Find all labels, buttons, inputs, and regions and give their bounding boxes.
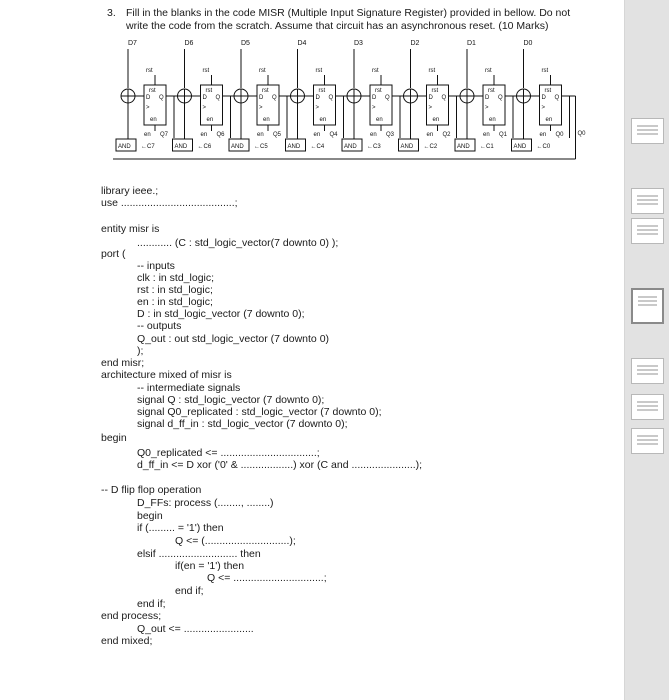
ff-rst-pin-7: rst (544, 88, 552, 94)
code-line: signal Q0_replicated : std_logic_vector (7 downto 0); (137, 406, 382, 418)
code-line: architecture mixed of misr is (101, 369, 232, 381)
misr-circuit-diagram (0, 35, 624, 185)
code-line: signal d_ff_in : std_logic_vector (7 downto 0); (137, 418, 348, 430)
page-thumbnail[interactable] (631, 218, 664, 244)
code-line: D_FFs: process (........, ........) (137, 497, 274, 509)
c-label-1: ←C6 (197, 144, 212, 150)
ff-rst-pin-6: rst (488, 88, 495, 94)
en-label-2: en (257, 132, 264, 138)
code-line: end mixed; (101, 635, 153, 647)
and-gate-label-4: AND (344, 144, 357, 150)
code-line: end if; (137, 598, 166, 610)
code-line: d_ff_in <= D xor ('0' & ..................) xor (C and ......................); (137, 459, 423, 471)
rst-label-1: rst (202, 68, 210, 74)
code-line: entity misr is (101, 223, 160, 235)
code-line: end process; (101, 610, 162, 622)
ff-q-pin-7: Q (554, 95, 560, 101)
code-line: ); (137, 345, 144, 357)
input-label-5: D2 (410, 40, 420, 47)
ff-clk-pin-5: > (428, 105, 433, 111)
en-label-3: en (313, 132, 321, 138)
c-label-6: ←C1 (480, 144, 494, 150)
page-thumbnail-sidebar (625, 0, 669, 700)
ff-clk-pin-1: > (202, 105, 207, 111)
ff-en-pin-3: en (319, 117, 327, 123)
rst-label-4: rst (372, 68, 379, 74)
page-thumbnail[interactable] (631, 188, 664, 214)
q-tap-label-2: Q5 (273, 132, 282, 138)
code-line: signal Q : std_logic_vector (7 downto 0); (137, 394, 325, 406)
ff-d-pin-6: D (485, 95, 490, 101)
ff-en-pin-6: en (489, 117, 496, 123)
en-label-1: en (200, 132, 208, 138)
and-gate-label-7: AND (513, 144, 527, 150)
code-line: rst : in std_logic; (137, 284, 213, 296)
ff-en-pin-5: en (432, 117, 440, 123)
c-label-4: ←C3 (367, 144, 381, 150)
ff-clk-pin-6: > (485, 105, 489, 111)
ff-d-pin-3: D (315, 95, 320, 101)
page-thumbnail[interactable] (631, 428, 664, 454)
rst-label-5: rst (428, 68, 436, 74)
q-tap-label-3: Q4 (329, 132, 338, 138)
code-line: if(en = '1') then (175, 560, 245, 572)
q-tap-label-6: Q1 (499, 132, 508, 138)
ff-rst-pin-2: rst (262, 88, 269, 94)
rst-label-2: rst (259, 68, 266, 74)
output-label: Q0 (577, 131, 586, 137)
en-label-0: en (144, 132, 151, 138)
code-line: -- outputs (137, 320, 182, 332)
rst-label-0: rst (146, 68, 153, 74)
code-line: library ieee.; (101, 185, 159, 197)
and-gate-label-6: AND (457, 144, 470, 150)
and-gate-label-1: AND (174, 144, 188, 150)
c-label-2: ←C5 (254, 144, 268, 150)
ff-q-pin-5: Q (441, 95, 447, 101)
q-tap-label-1: Q6 (216, 132, 225, 138)
code-line: D : in std_logic_vector (7 downto 0); (137, 308, 305, 320)
code-line: Q_out <= ........................ (137, 623, 254, 635)
input-label-3: D4 (297, 40, 307, 47)
page-thumbnail[interactable] (631, 394, 664, 420)
ff-q-pin-6: Q (498, 95, 503, 101)
code-line: Q_out : out std_logic_vector (7 downto 0) (137, 333, 330, 345)
code-line: -- intermediate signals (137, 382, 241, 394)
page-thumbnail-current[interactable] (631, 288, 664, 324)
code-line: begin (101, 432, 127, 444)
ff-d-pin-5: D (428, 95, 433, 101)
and-gate-label-2: AND (231, 144, 244, 150)
input-label-2: D5 (241, 40, 250, 47)
code-line: if (......... = '1') then (137, 522, 224, 534)
rst-label-6: rst (485, 68, 492, 74)
ff-d-pin-7: D (541, 95, 546, 101)
code-line: -- inputs (137, 260, 175, 272)
code-line: end misr; (101, 357, 145, 369)
q-tap-label-4: Q3 (386, 132, 395, 138)
code-line: ............ (C : std_logic_vector(7 downto 0) ); (137, 237, 339, 249)
input-label-4: D3 (354, 40, 363, 47)
c-label-7: ←C0 (536, 144, 551, 150)
ff-q-pin-0: Q (159, 95, 164, 101)
and-gate-label-0: AND (118, 144, 131, 150)
input-label-7: D0 (523, 40, 533, 47)
ff-clk-pin-2: > (259, 105, 263, 111)
q-tap-label-5: Q2 (442, 132, 451, 138)
code-line: en : in std_logic; (137, 296, 213, 308)
ff-rst-pin-5: rst (431, 88, 439, 94)
ff-q-pin-2: Q (272, 95, 277, 101)
and-gate-label-5: AND (400, 144, 414, 150)
code-line: port ( (101, 248, 126, 260)
input-label-0: D7 (128, 40, 137, 47)
ff-d-pin-1: D (202, 95, 207, 101)
code-line: clk : in std_logic; (137, 272, 215, 284)
code-line: Q <= ...............................; (207, 572, 327, 584)
ff-q-pin-1: Q (215, 95, 221, 101)
code-line: begin (137, 510, 163, 522)
ff-rst-pin-1: rst (205, 88, 213, 94)
q-tap-label-7: Q0 (555, 132, 564, 138)
question-text-line-1: Fill in the blanks in the code MISR (Multiple Input Signature Register) provided in bellow. Do not (126, 7, 571, 19)
ff-rst-pin-0: rst (149, 88, 156, 94)
ff-en-pin-0: en (150, 117, 157, 123)
ff-en-pin-4: en (376, 117, 383, 123)
ff-clk-pin-0: > (146, 105, 150, 111)
c-label-3: ←C4 (310, 144, 325, 150)
ff-clk-pin-4: > (372, 105, 376, 111)
ff-en-pin-7: en (545, 117, 553, 123)
en-label-6: en (483, 132, 490, 138)
code-line: use .......................................; (101, 197, 238, 209)
page-thumbnail[interactable] (631, 358, 664, 384)
en-label-4: en (370, 132, 377, 138)
ff-rst-pin-3: rst (318, 88, 326, 94)
ff-rst-pin-4: rst (375, 88, 382, 94)
code-line: Q <= (.............................); (175, 535, 296, 547)
ff-clk-pin-7: > (541, 105, 546, 111)
question-text-line-2: write the code from the scratch. Assume that circuit has an asynchronous reset. (10 Marks) (126, 20, 549, 32)
ff-q-pin-4: Q (385, 95, 390, 101)
ff-d-pin-4: D (372, 95, 377, 101)
q-tap-label-0: Q7 (160, 132, 169, 138)
input-label-6: D1 (467, 40, 476, 47)
code-line: Q0_replicated <= .................................; (137, 447, 320, 459)
rst-label-3: rst (315, 68, 323, 74)
c-label-5: ←C2 (423, 144, 438, 150)
c-label-0: ←C7 (141, 144, 155, 150)
en-label-7: en (539, 132, 547, 138)
page-thumbnail[interactable] (631, 118, 664, 144)
input-label-1: D6 (184, 40, 194, 47)
code-line: -- D flip flop operation (101, 484, 202, 496)
ff-clk-pin-3: > (315, 105, 320, 111)
ff-en-pin-2: en (263, 117, 270, 123)
rst-label-7: rst (541, 68, 549, 74)
code-line: elsif ........................... then (137, 548, 261, 560)
and-gate-label-3: AND (287, 144, 301, 150)
question-number: 3. (107, 7, 116, 19)
code-line: end if; (175, 585, 204, 597)
ff-d-pin-0: D (146, 95, 151, 101)
ff-en-pin-1: en (206, 117, 214, 123)
en-label-5: en (426, 132, 434, 138)
ff-q-pin-3: Q (328, 95, 334, 101)
ff-d-pin-2: D (259, 95, 264, 101)
